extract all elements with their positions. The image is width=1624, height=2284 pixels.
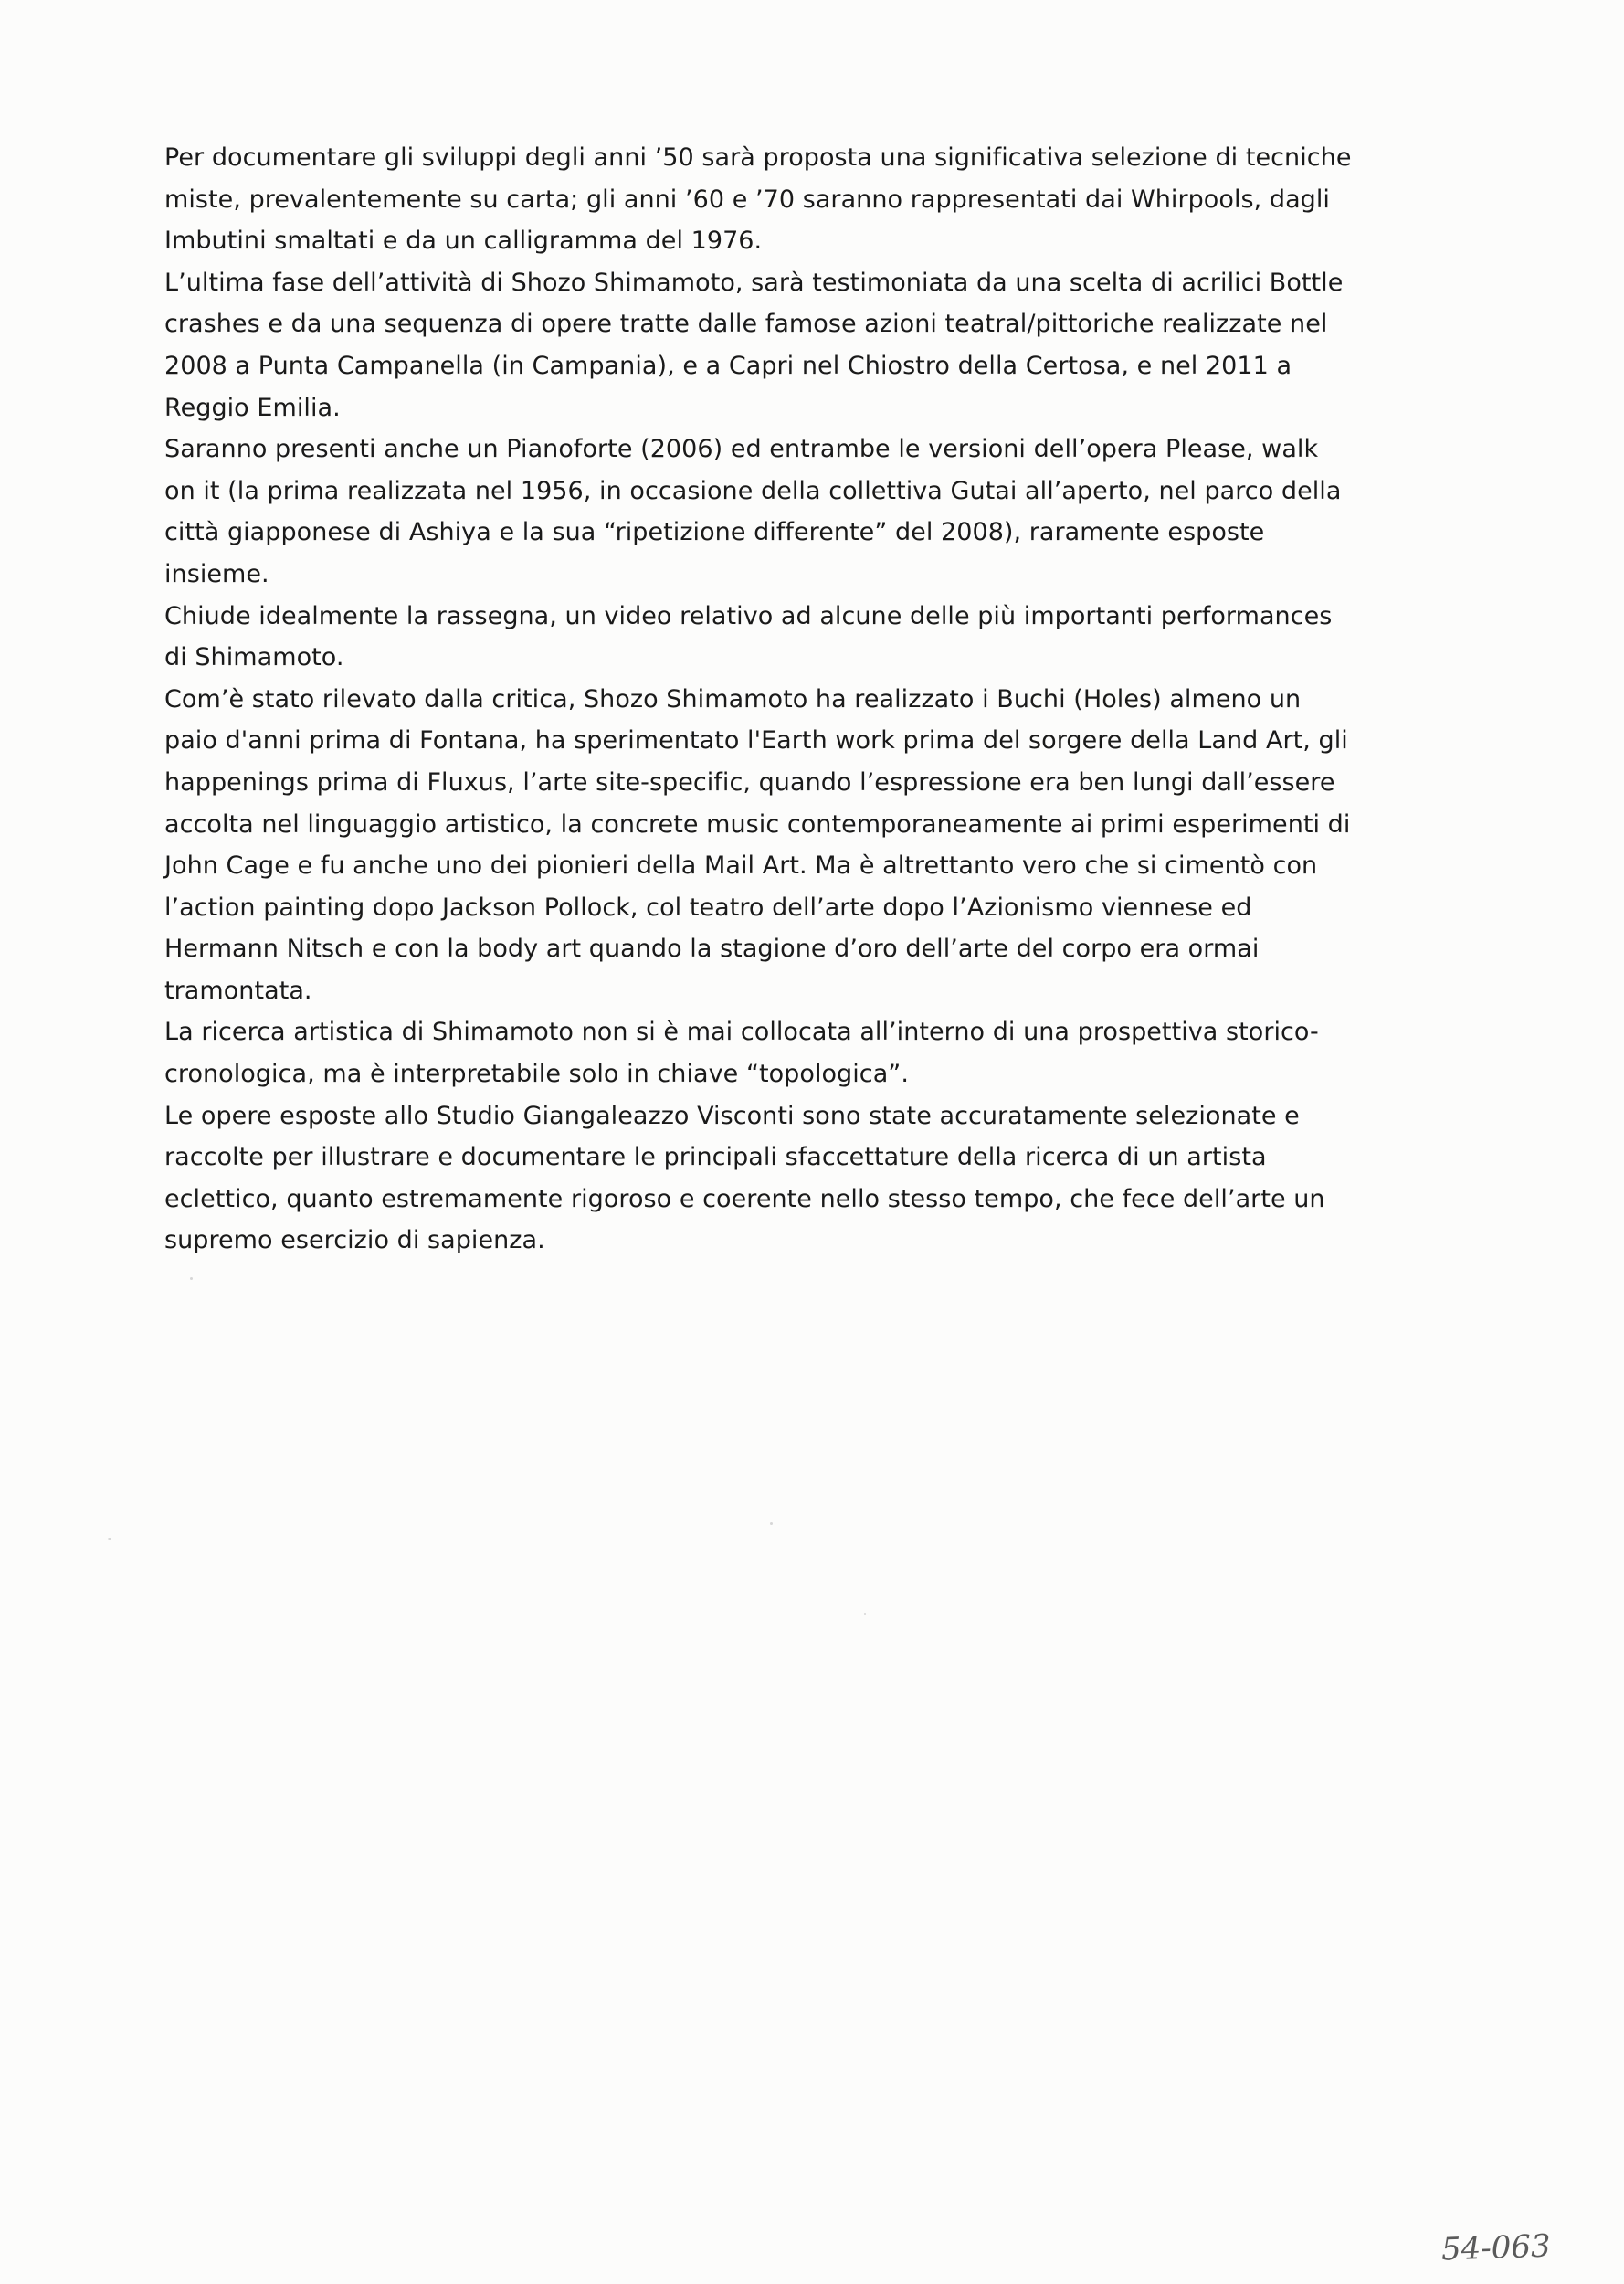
text-line: l’action painting dopo Jackson Pollock, col teatro dell’arte dopo l’Azionismo viennese ed	[164, 893, 1252, 922]
text-line: insieme.	[164, 559, 269, 588]
text-line: di Shimamoto.	[164, 643, 344, 672]
text-line: città giapponese di Ashiya e la sua “ripetizione differente” del 2008), raramente esposte	[164, 518, 1265, 547]
page-reference-number: 54-063	[1440, 2227, 1552, 2268]
scan-speck	[190, 1277, 193, 1280]
text-line: Saranno presenti anche un Pianoforte (2006) ed entrambe le versioni dell’opera Please, walk	[164, 435, 1319, 464]
scan-speck	[108, 1538, 111, 1540]
scan-speck	[770, 1522, 773, 1525]
text-line: Per documentare gli sviluppi degli anni ’50 sarà proposta una significativa selezione di tecniche	[164, 143, 1352, 172]
text-line: Imbutini smaltati e da un calligramma del 1976.	[164, 227, 763, 256]
text-line: paio d'anni prima di Fontana, ha sperimentato l'Earth work prima del sorgere della Land Art, gli	[164, 726, 1348, 756]
text-line: 2008 a Punta Campanella (in Campania), e a Capri nel Chiostro della Certosa, e nel 2011 a	[164, 351, 1292, 380]
text-line: Reggio Emilia.	[164, 393, 341, 422]
text-line: La ricerca artistica di Shimamoto non si è mai collocata all’interno di una prospettiva storico-	[164, 1018, 1319, 1047]
text-line: accolta nel linguaggio artistico, la concrete music contemporaneamente ai primi esperimenti di	[164, 809, 1351, 839]
text-line: raccolte per illustrare e documentare le principali sfaccettature della ricerca di un artista	[164, 1143, 1267, 1172]
text-line: John Cage e fu anche uno dei pionieri della Mail Art. Ma è altrettanto vero che si cimentò con	[164, 851, 1318, 881]
text-line: on it (la prima realizzata nel 1956, in occasione della collettiva Gutai all’aperto, nel parco della	[164, 476, 1342, 505]
text-line: L’ultima fase dell’attività di Shozo Shimamoto, sarà testimoniata da una scelta di acrilici Bottle	[164, 268, 1344, 297]
scan-speck	[864, 1613, 866, 1615]
text-line: Com’è stato rilevato dalla critica, Shozo Shimamoto ha realizzato i Buchi (Holes) almeno un	[164, 684, 1302, 714]
text-line: Le opere esposte allo Studio Giangaleazzo Visconti sono state accuratamente selezionate e	[164, 1101, 1300, 1130]
text-line: cronologica, ma è interpretabile solo in chiave “topologica”.	[164, 1060, 909, 1089]
text-line: Chiude idealmente la rassegna, un video relativo ad alcune delle più importanti performances	[164, 601, 1333, 630]
text-line: crashes e da una sequenza di opere tratte dalle famose azioni teatral/pittoriche realizzate nel	[164, 310, 1328, 339]
text-line: happenings prima di Fluxus, l’arte site-specific, quando l’espressione era ben lungi dall’essere	[164, 767, 1335, 797]
text-line: Hermann Nitsch e con la body art quando la stagione d’oro dell’arte del corpo era ormai	[164, 935, 1260, 964]
body-text	[164, 137, 1480, 1262]
text-line: supremo esercizio di sapienza.	[164, 1226, 545, 1255]
text-line: miste, prevalentemente su carta; gli anni ’60 e ’70 saranno rappresentati dai Whirpools, dagli	[164, 185, 1330, 214]
text-line: eclettico, quanto estremamente rigoroso e coerente nello stesso tempo, che fece dell’arte un	[164, 1184, 1325, 1213]
text-line: tramontata.	[164, 976, 312, 1005]
